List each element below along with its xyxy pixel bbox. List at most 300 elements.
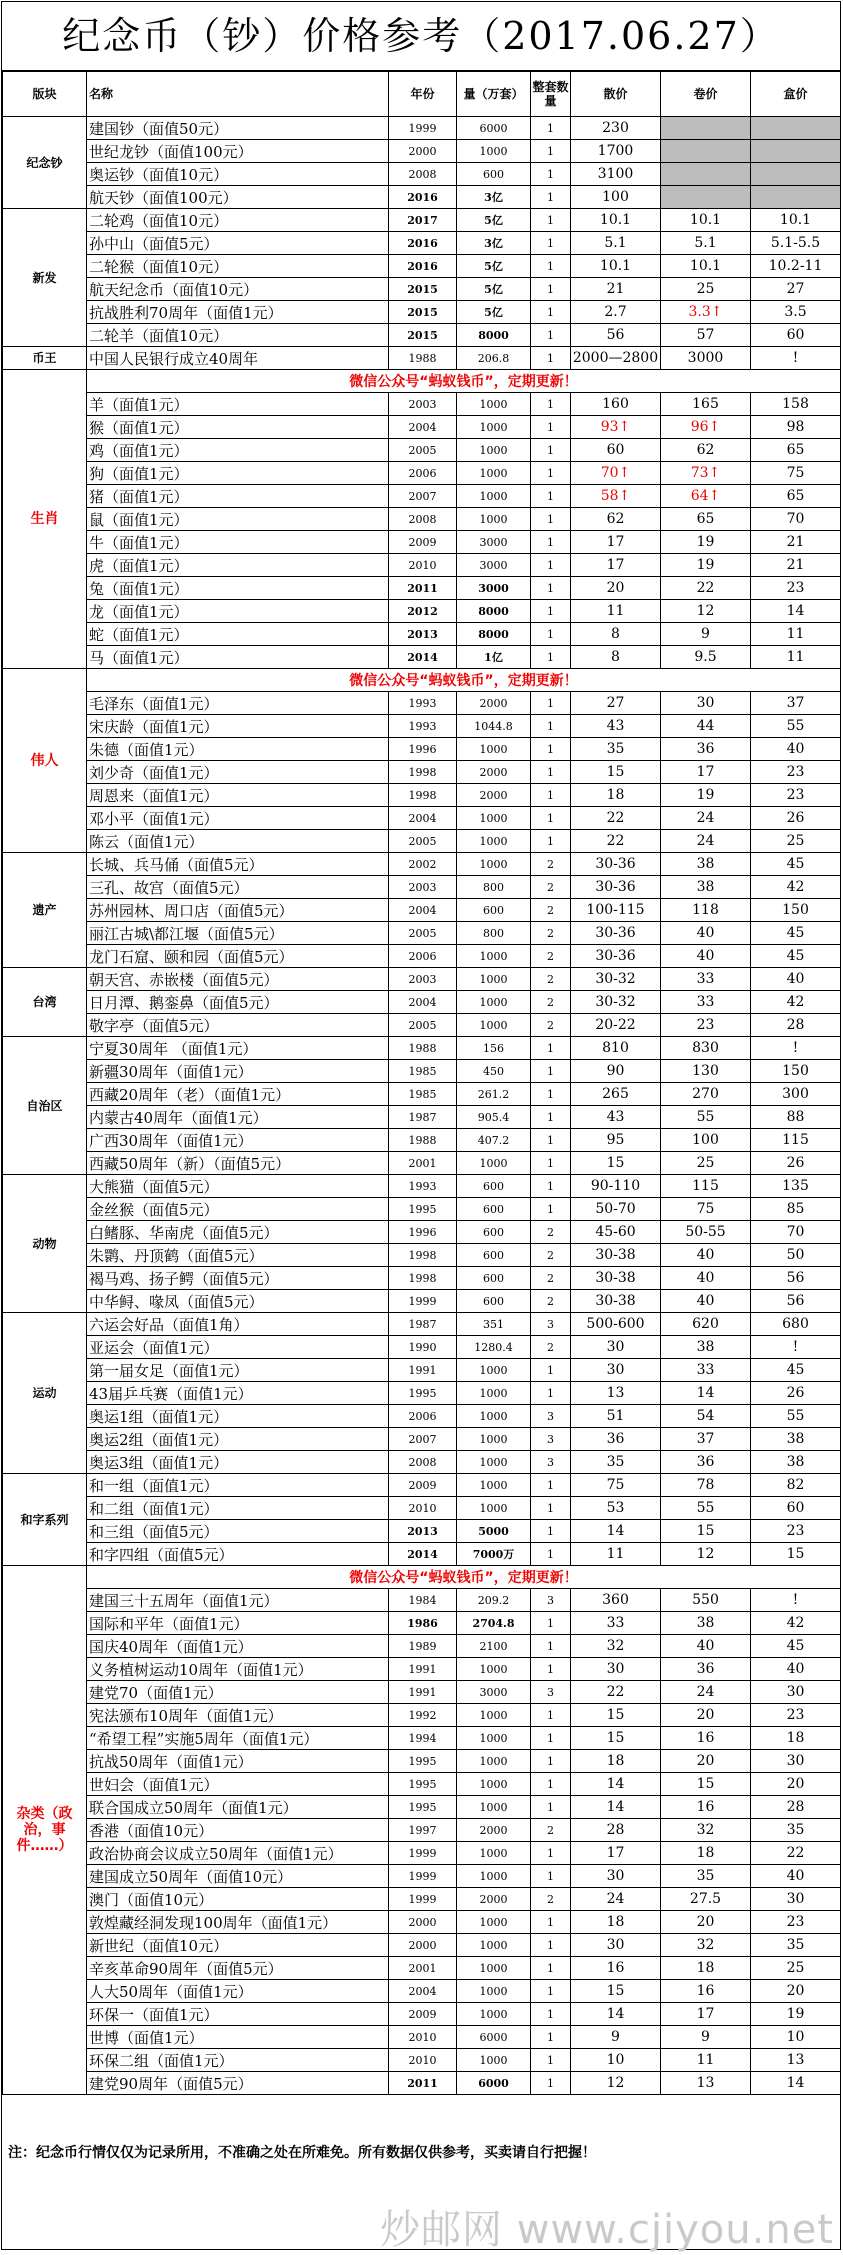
table-row <box>3 1198 841 1221</box>
pack-count: 3 <box>531 1428 571 1451</box>
roll-price: 96↑ <box>661 416 751 439</box>
box-price: 30 <box>751 1750 841 1773</box>
coin-name: 奥运钞（面值10元） <box>87 163 389 186</box>
issue-year: 2014 <box>389 1543 457 1566</box>
coin-name: 丽江古城\都江堰（面值5元） <box>87 922 389 945</box>
table-row <box>3 830 841 853</box>
category-label: 伟人 <box>3 669 87 853</box>
box-price: ! <box>751 347 841 370</box>
roll-price: 35 <box>661 1865 751 1888</box>
pack-count: 1 <box>531 1796 571 1819</box>
coin-name: 褐马鸡、扬子鳄（面值5元） <box>87 1267 389 1290</box>
coin-name: 白鳍豚、华南虎（面值5元） <box>87 1221 389 1244</box>
loose-price: 43 <box>571 715 661 738</box>
loose-price: 51 <box>571 1405 661 1428</box>
pack-count: 1 <box>531 1520 571 1543</box>
issue-quantity: 1000 <box>457 2003 531 2026</box>
issue-quantity: 206.8 <box>457 347 531 370</box>
pack-count: 1 <box>531 1635 571 1658</box>
pack-count: 1 <box>531 646 571 669</box>
roll-price: 15 <box>661 1520 751 1543</box>
roll-price: 33 <box>661 1359 751 1382</box>
roll-price: 10.1 <box>661 209 751 232</box>
pack-count: 1 <box>531 2049 571 2072</box>
coin-name: 世妇会（面值1元） <box>87 1773 389 1796</box>
issue-quantity: 600 <box>457 1175 531 1198</box>
loose-price: 27 <box>571 692 661 715</box>
roll-price: 36 <box>661 1451 751 1474</box>
issue-quantity: 5亿 <box>457 255 531 278</box>
loose-price: 22 <box>571 1681 661 1704</box>
box-price: 20 <box>751 1773 841 1796</box>
table-row <box>3 738 841 761</box>
table-row <box>3 1267 841 1290</box>
table-row <box>3 1336 841 1359</box>
issue-year: 2000 <box>389 140 457 163</box>
box-price: 37 <box>751 692 841 715</box>
table-row <box>3 2026 841 2049</box>
pack-count: 1 <box>531 692 571 715</box>
box-price: 28 <box>751 1796 841 1819</box>
loose-price: 160 <box>571 393 661 416</box>
pack-count: 1 <box>531 1474 571 1497</box>
pack-count: 1 <box>531 1497 571 1520</box>
box-price <box>751 117 841 140</box>
pack-count: 1 <box>531 1704 571 1727</box>
table-row <box>3 2003 841 2026</box>
category-label: 币王 <box>3 347 87 370</box>
box-price: 45 <box>751 853 841 876</box>
pack-count: 1 <box>531 1083 571 1106</box>
pack-count: 1 <box>531 1750 571 1773</box>
roll-price: 17 <box>661 2003 751 2026</box>
box-price: ! <box>751 1589 841 1612</box>
loose-price: 810 <box>571 1037 661 1060</box>
pack-count: 1 <box>531 140 571 163</box>
coin-name: 奥运3组（面值1元） <box>87 1451 389 1474</box>
roll-price: 830 <box>661 1037 751 1060</box>
roll-price: 17 <box>661 761 751 784</box>
box-price: 23 <box>751 761 841 784</box>
roll-price: 20 <box>661 1704 751 1727</box>
coin-name: 羊（面值1元） <box>87 393 389 416</box>
issue-year: 2006 <box>389 1405 457 1428</box>
loose-price: 24 <box>571 1888 661 1911</box>
box-price: 40 <box>751 1865 841 1888</box>
roll-price: 24 <box>661 807 751 830</box>
box-price: 42 <box>751 991 841 1014</box>
roll-price: 10.1 <box>661 255 751 278</box>
issue-quantity: 3亿 <box>457 232 531 255</box>
issue-year: 2017 <box>389 209 457 232</box>
pack-count: 2 <box>531 991 571 1014</box>
pack-count: 1 <box>531 1037 571 1060</box>
issue-year: 1989 <box>389 1635 457 1658</box>
roll-price: 24 <box>661 1681 751 1704</box>
pack-count: 2 <box>531 1014 571 1037</box>
roll-price: 25 <box>661 1152 751 1175</box>
pack-count: 1 <box>531 1911 571 1934</box>
issue-quantity: 1000 <box>457 393 531 416</box>
pack-count: 1 <box>531 1842 571 1865</box>
table-row <box>3 508 841 531</box>
table-row <box>3 1842 841 1865</box>
box-price: 88 <box>751 1106 841 1129</box>
table-row <box>3 324 841 347</box>
box-price: 55 <box>751 1405 841 1428</box>
issue-quantity: 1044.8 <box>457 715 531 738</box>
roll-price: 19 <box>661 531 751 554</box>
issue-year: 1995 <box>389 1382 457 1405</box>
loose-price: 30-32 <box>571 991 661 1014</box>
issue-quantity: 1000 <box>457 1704 531 1727</box>
box-price: 10 <box>751 2026 841 2049</box>
issue-quantity: 1000 <box>457 1474 531 1497</box>
box-price: 3.5 <box>751 301 841 324</box>
box-price: 82 <box>751 1474 841 1497</box>
loose-price: 36 <box>571 1428 661 1451</box>
table-row <box>3 278 841 301</box>
issue-year: 1998 <box>389 784 457 807</box>
issue-year: 2009 <box>389 531 457 554</box>
coin-name: 苏州园林、周口店（面值5元） <box>87 899 389 922</box>
issue-quantity: 600 <box>457 163 531 186</box>
pack-count: 1 <box>531 1152 571 1175</box>
coin-name: 新疆30周年（面值1元） <box>87 1060 389 1083</box>
header-row <box>3 72 841 117</box>
loose-price: 13 <box>571 1382 661 1405</box>
loose-price: 11 <box>571 600 661 623</box>
issue-year: 2003 <box>389 393 457 416</box>
issue-year: 2006 <box>389 462 457 485</box>
issue-year: 2006 <box>389 945 457 968</box>
category-label: 运动 <box>3 1313 87 1474</box>
roll-price: 620 <box>661 1313 751 1336</box>
box-price: 50 <box>751 1244 841 1267</box>
box-price: 60 <box>751 1497 841 1520</box>
table-row <box>3 1612 841 1635</box>
issue-year: 1985 <box>389 1083 457 1106</box>
category-label: 杂类（政治，事件……） <box>3 1566 87 2095</box>
table-row <box>3 1888 841 1911</box>
box-price: 18 <box>751 1727 841 1750</box>
box-price: 60 <box>751 324 841 347</box>
pack-count: 1 <box>531 1198 571 1221</box>
loose-price: 8 <box>571 646 661 669</box>
table-row <box>3 1037 841 1060</box>
issue-year: 2005 <box>389 439 457 462</box>
box-price: 300 <box>751 1083 841 1106</box>
pack-count: 1 <box>531 393 571 416</box>
table-row <box>3 761 841 784</box>
roll-price: 36 <box>661 738 751 761</box>
table-row <box>3 1957 841 1980</box>
loose-price: 62 <box>571 508 661 531</box>
issue-year: 1999 <box>389 117 457 140</box>
pack-count: 1 <box>531 462 571 485</box>
loose-price: 30 <box>571 1359 661 1382</box>
roll-price <box>661 186 751 209</box>
box-price: 158 <box>751 393 841 416</box>
issue-year: 2016 <box>389 186 457 209</box>
box-price: 23 <box>751 784 841 807</box>
issue-year: 1986 <box>389 1612 457 1635</box>
coin-name: 宁夏30周年 （面值1元） <box>87 1037 389 1060</box>
box-price: 56 <box>751 1290 841 1313</box>
box-price <box>751 186 841 209</box>
coin-name: 孙中山（面值5元） <box>87 232 389 255</box>
loose-price: 18 <box>571 784 661 807</box>
issue-quantity: 1000 <box>457 2049 531 2072</box>
banner-text: 微信公众号“蚂蚁钱币”，定期更新！ <box>87 1566 841 1589</box>
roll-price: 40 <box>661 1290 751 1313</box>
roll-price: 38 <box>661 876 751 899</box>
pack-count: 1 <box>531 163 571 186</box>
category-label: 自治区 <box>3 1037 87 1175</box>
price-table <box>2 71 841 2095</box>
loose-price: 53 <box>571 1497 661 1520</box>
pack-count: 1 <box>531 1865 571 1888</box>
pack-count: 1 <box>531 255 571 278</box>
coin-name: 新世纪（面值10元） <box>87 1934 389 1957</box>
pack-count: 3 <box>531 1313 571 1336</box>
pack-count: 2 <box>531 968 571 991</box>
issue-year: 2009 <box>389 2003 457 2026</box>
coin-name: 政治协商会议成立50周年（面值1元） <box>87 1842 389 1865</box>
box-price: 42 <box>751 1612 841 1635</box>
loose-price: 93↑ <box>571 416 661 439</box>
table-row <box>3 1129 841 1152</box>
issue-year: 2008 <box>389 508 457 531</box>
box-price: 38 <box>751 1451 841 1474</box>
loose-price: 30-38 <box>571 1290 661 1313</box>
loose-price: 500-600 <box>571 1313 661 1336</box>
box-price: 45 <box>751 945 841 968</box>
category-label: 和字系列 <box>3 1474 87 1566</box>
issue-quantity: 450 <box>457 1060 531 1083</box>
roll-price: 16 <box>661 1796 751 1819</box>
roll-price: 19 <box>661 784 751 807</box>
issue-quantity: 1000 <box>457 968 531 991</box>
issue-quantity: 905.4 <box>457 1106 531 1129</box>
issue-year: 1991 <box>389 1359 457 1382</box>
pack-count: 2 <box>531 1888 571 1911</box>
loose-price: 43 <box>571 1106 661 1129</box>
coin-name: 建党90周年（面值5元） <box>87 2072 389 2095</box>
table-row <box>3 1750 841 1773</box>
roll-price: 3.3↑ <box>661 301 751 324</box>
issue-quantity: 1000 <box>457 1405 531 1428</box>
coin-name: 国庆40周年（面值1元） <box>87 1635 389 1658</box>
pack-count: 2 <box>531 1819 571 1842</box>
loose-price: 360 <box>571 1589 661 1612</box>
box-price: 85 <box>751 1198 841 1221</box>
issue-quantity: 1000 <box>457 853 531 876</box>
pack-count: 1 <box>531 301 571 324</box>
loose-price: 30-36 <box>571 945 661 968</box>
coin-name: 抗战50周年（面值1元） <box>87 1750 389 1773</box>
issue-quantity: 5亿 <box>457 301 531 324</box>
coin-name: 毛泽东（面值1元） <box>87 692 389 715</box>
loose-price: 33 <box>571 1612 661 1635</box>
coin-name: 和字四组（面值5元） <box>87 1543 389 1566</box>
loose-price: 28 <box>571 1819 661 1842</box>
loose-price: 75 <box>571 1474 661 1497</box>
box-price: 65 <box>751 485 841 508</box>
roll-price: 3000 <box>661 347 751 370</box>
roll-price: 55 <box>661 1497 751 1520</box>
coin-name: 联合国成立50周年（面值1元） <box>87 1796 389 1819</box>
header-loose-price: 散价 <box>571 72 661 117</box>
loose-price: 16 <box>571 1957 661 1980</box>
box-price <box>751 140 841 163</box>
box-price: 35 <box>751 1934 841 1957</box>
loose-price: 30-36 <box>571 876 661 899</box>
roll-price: 24 <box>661 830 751 853</box>
coin-name: 国际和平年（面值1元） <box>87 1612 389 1635</box>
issue-quantity: 600 <box>457 1244 531 1267</box>
box-price: 55 <box>751 715 841 738</box>
roll-price: 55 <box>661 1106 751 1129</box>
table-row <box>3 968 841 991</box>
box-price: 45 <box>751 1635 841 1658</box>
table-row <box>3 807 841 830</box>
pack-count: 1 <box>531 1060 571 1083</box>
loose-price: 35 <box>571 738 661 761</box>
header-pack: 整套数量 <box>531 72 571 117</box>
pack-count: 1 <box>531 1359 571 1382</box>
table-row <box>3 1428 841 1451</box>
table-row <box>3 439 841 462</box>
pack-count: 1 <box>531 784 571 807</box>
loose-price: 14 <box>571 1520 661 1543</box>
banner-row <box>3 669 841 692</box>
coin-name: 广西30周年（面值1元） <box>87 1129 389 1152</box>
table-row <box>3 1244 841 1267</box>
coin-name: 鼠（面值1元） <box>87 508 389 531</box>
roll-price: 22 <box>661 577 751 600</box>
table-row <box>3 301 841 324</box>
loose-price: 3100 <box>571 163 661 186</box>
table-row <box>3 991 841 1014</box>
roll-price: 18 <box>661 1842 751 1865</box>
issue-year: 1992 <box>389 1704 457 1727</box>
table-row <box>3 186 841 209</box>
roll-price: 270 <box>661 1083 751 1106</box>
loose-price: 17 <box>571 531 661 554</box>
issue-quantity: 1000 <box>457 1842 531 1865</box>
coin-name: 二轮鸡（面值10元） <box>87 209 389 232</box>
category-label: 遗产 <box>3 853 87 968</box>
table-row <box>3 577 841 600</box>
table-row <box>3 922 841 945</box>
issue-quantity: 1000 <box>457 991 531 1014</box>
coin-name: 狗（面值1元） <box>87 462 389 485</box>
pack-count: 1 <box>531 1980 571 2003</box>
loose-price: 11 <box>571 1543 661 1566</box>
box-price: 26 <box>751 807 841 830</box>
coin-name: 建国钞（面值50元） <box>87 117 389 140</box>
coin-name: 澳门（面值10元） <box>87 1888 389 1911</box>
roll-price: 64↑ <box>661 485 751 508</box>
table-row <box>3 1635 841 1658</box>
table-row <box>3 1819 841 1842</box>
loose-price: 9 <box>571 2026 661 2049</box>
coin-name: 内蒙古40周年（面值1元） <box>87 1106 389 1129</box>
loose-price: 8 <box>571 623 661 646</box>
pack-count: 1 <box>531 738 571 761</box>
issue-quantity: 1280.4 <box>457 1336 531 1359</box>
box-price: 45 <box>751 1359 841 1382</box>
roll-price: 165 <box>661 393 751 416</box>
issue-quantity: 1000 <box>457 1750 531 1773</box>
issue-year: 2013 <box>389 623 457 646</box>
pack-count: 1 <box>531 554 571 577</box>
box-price: 30 <box>751 1681 841 1704</box>
loose-price: 14 <box>571 1796 661 1819</box>
pack-count: 3 <box>531 1405 571 1428</box>
coin-name: 环保一（面值1元） <box>87 2003 389 2026</box>
issue-year: 2004 <box>389 416 457 439</box>
issue-year: 2014 <box>389 646 457 669</box>
pack-count: 1 <box>531 209 571 232</box>
issue-quantity: 261.2 <box>457 1083 531 1106</box>
coin-name: 陈云（面值1元） <box>87 830 389 853</box>
coin-name: 牛（面值1元） <box>87 531 389 554</box>
issue-quantity: 1000 <box>457 830 531 853</box>
roll-price: 100 <box>661 1129 751 1152</box>
loose-price: 20-22 <box>571 1014 661 1037</box>
issue-quantity: 407.2 <box>457 1129 531 1152</box>
loose-price: 15 <box>571 1152 661 1175</box>
table-row <box>3 692 841 715</box>
issue-year: 1994 <box>389 1727 457 1750</box>
issue-quantity: 5亿 <box>457 278 531 301</box>
issue-year: 2003 <box>389 968 457 991</box>
category-label: 台湾 <box>3 968 87 1037</box>
roll-price: 36 <box>661 1658 751 1681</box>
box-price: 98 <box>751 416 841 439</box>
roll-price: 12 <box>661 600 751 623</box>
box-price: 23 <box>751 1704 841 1727</box>
table-row <box>3 715 841 738</box>
coin-name: 世纪龙钞（面值100元） <box>87 140 389 163</box>
issue-quantity: 5000 <box>457 1520 531 1543</box>
issue-year: 1987 <box>389 1106 457 1129</box>
pack-count: 1 <box>531 508 571 531</box>
issue-quantity: 1000 <box>457 1497 531 1520</box>
box-price: 25 <box>751 830 841 853</box>
loose-price: 30-38 <box>571 1267 661 1290</box>
table-row <box>3 945 841 968</box>
coin-name: 三孔、故宫（面值5元） <box>87 876 389 899</box>
coin-name: 第一届女足（面值1元） <box>87 1359 389 1382</box>
roll-price: 5.1 <box>661 232 751 255</box>
banner-row <box>3 1566 841 1589</box>
roll-price: 16 <box>661 1727 751 1750</box>
pack-count: 2 <box>531 1290 571 1313</box>
pack-count: 2 <box>531 1267 571 1290</box>
issue-year: 1995 <box>389 1198 457 1221</box>
pack-count: 1 <box>531 1106 571 1129</box>
box-price: 26 <box>751 1152 841 1175</box>
issue-year: 1984 <box>389 1589 457 1612</box>
roll-price: 16 <box>661 1980 751 2003</box>
box-price: 25 <box>751 1957 841 1980</box>
pack-count: 1 <box>531 531 571 554</box>
pack-count: 3 <box>531 1589 571 1612</box>
coin-name: 猪（面值1元） <box>87 485 389 508</box>
